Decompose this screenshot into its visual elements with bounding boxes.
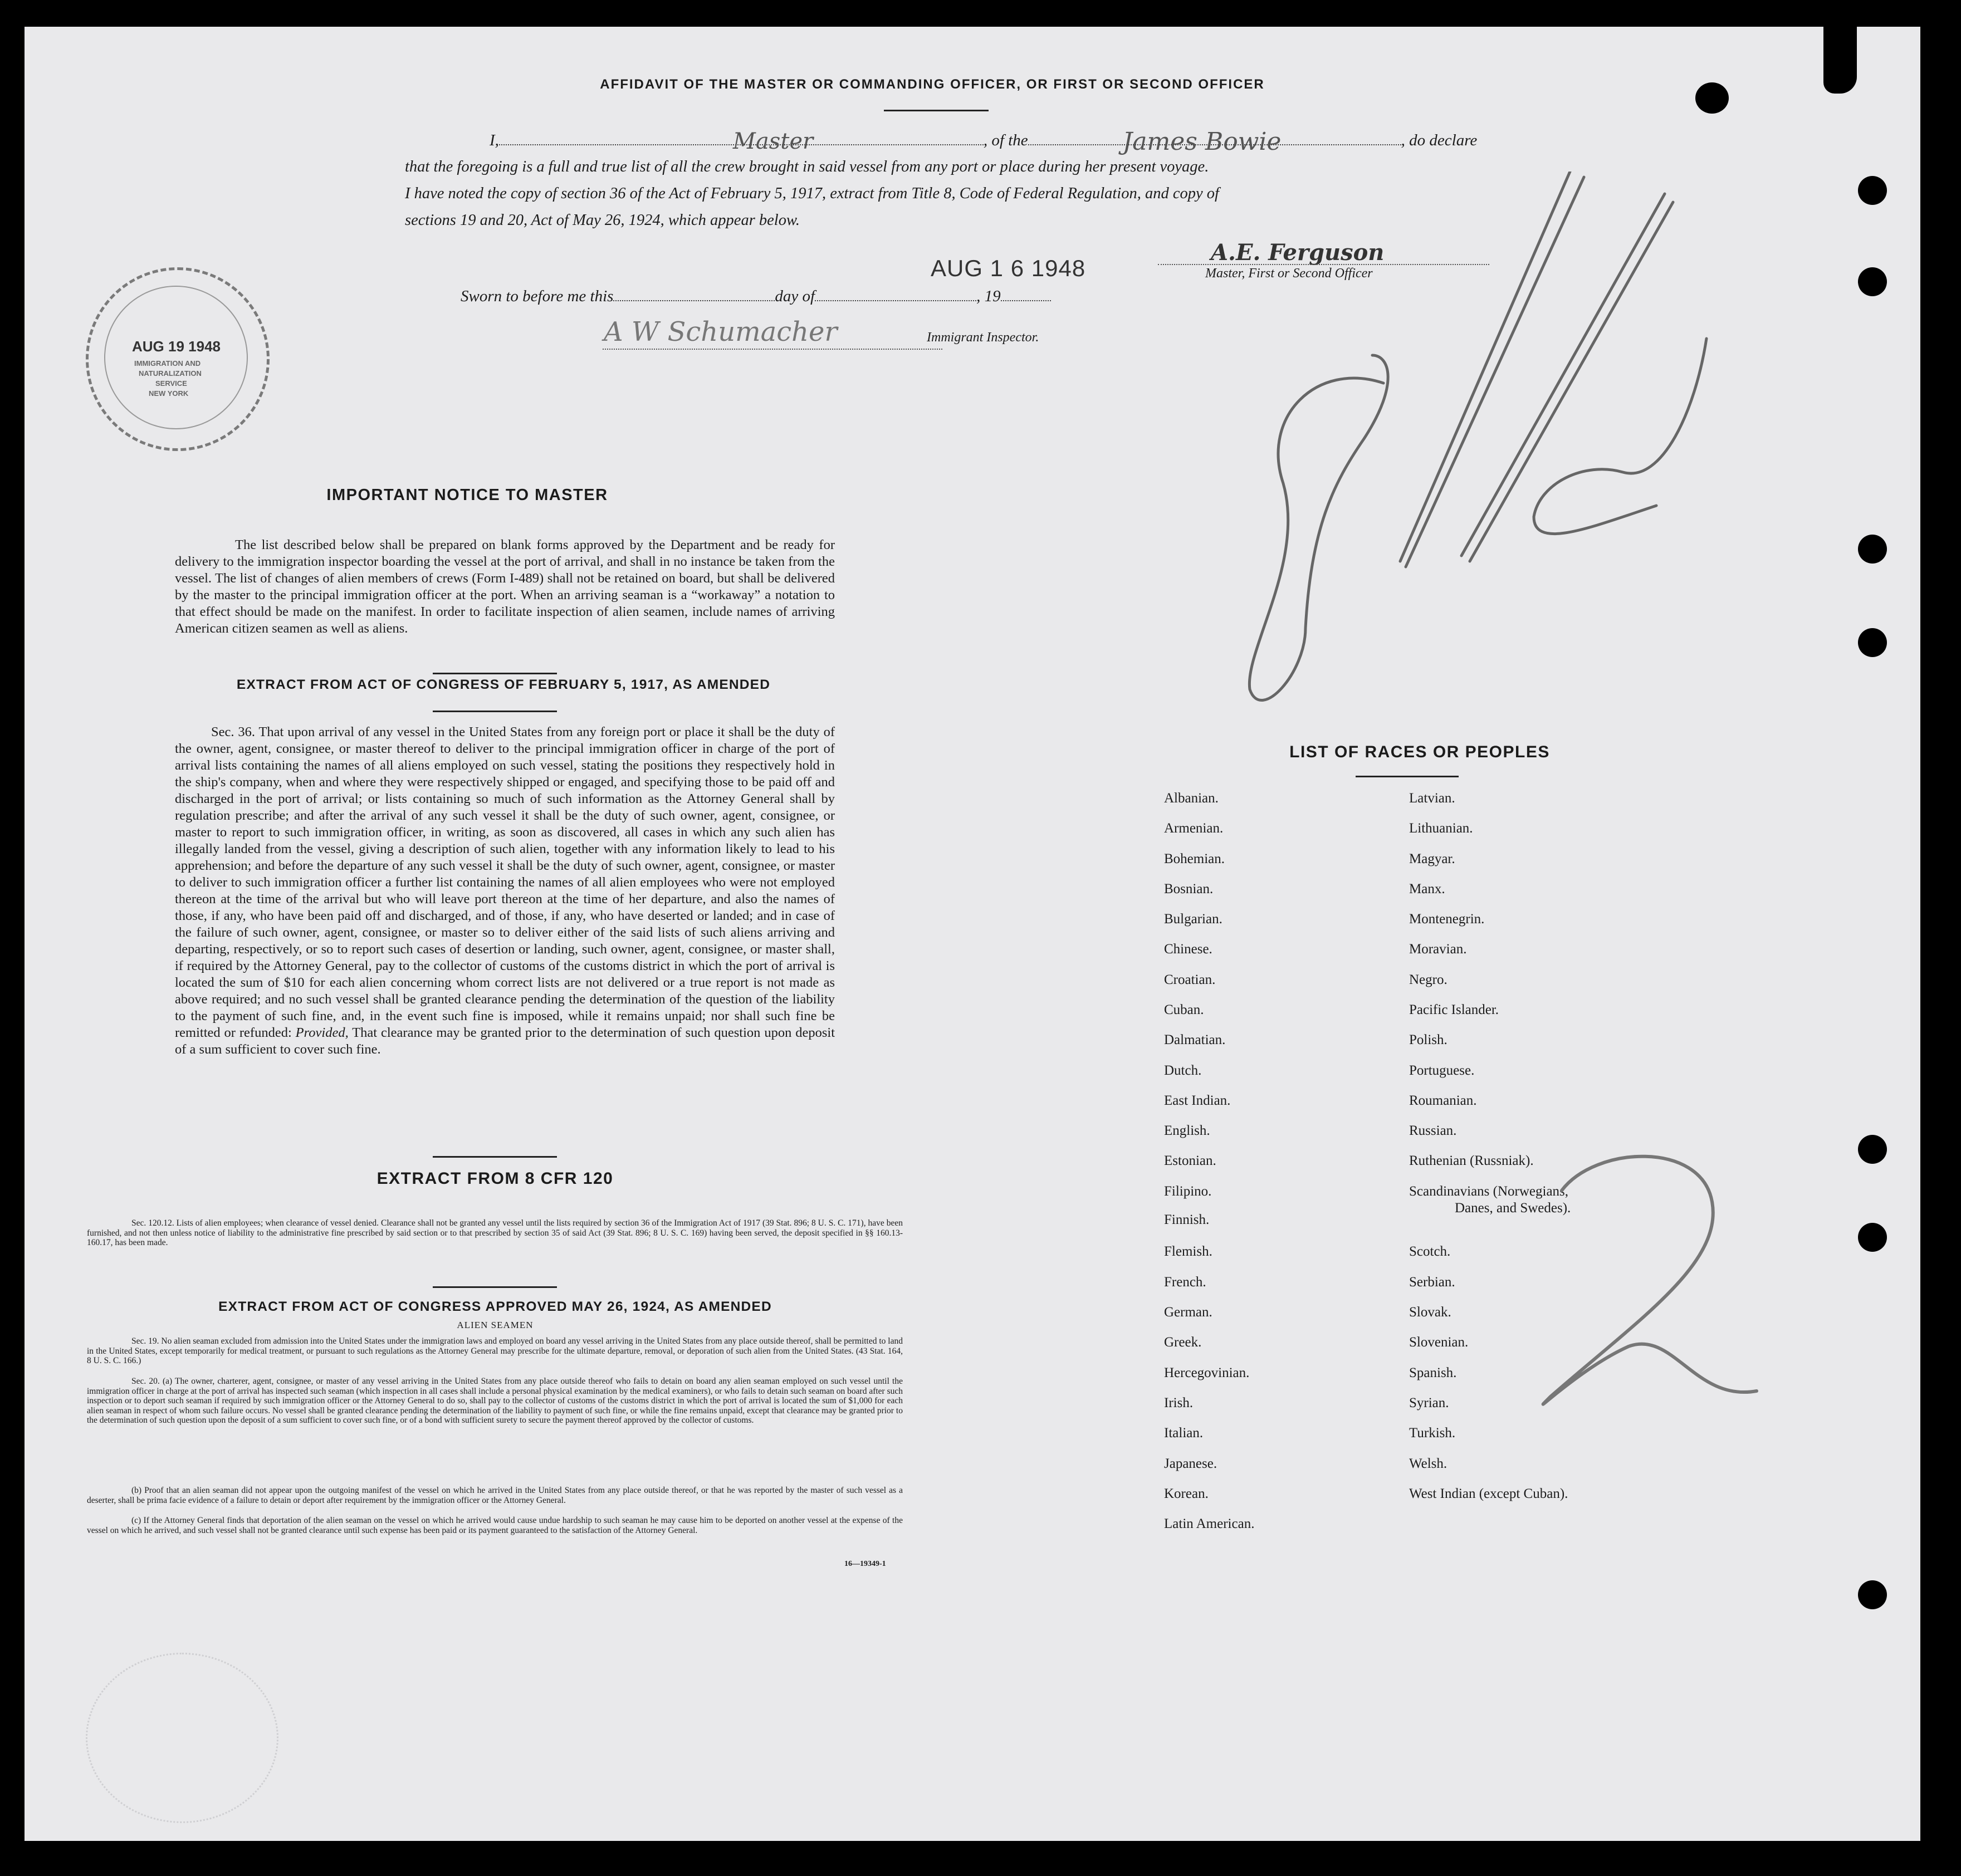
binder-hole xyxy=(1695,82,1729,114)
race-item: Korean. xyxy=(1164,1486,1209,1501)
manifest-page xyxy=(25,27,1920,1841)
race-item: Magyar. xyxy=(1409,851,1455,866)
race-item: Greek. xyxy=(1164,1335,1202,1350)
race-item: Manx. xyxy=(1409,881,1445,897)
race-item: Chinese. xyxy=(1164,942,1212,957)
stamp-date: AUG 19 1948 xyxy=(132,338,221,355)
race-item: Albanian. xyxy=(1164,791,1219,806)
race-item: Syrian. xyxy=(1409,1395,1449,1410)
extract-1917-heading-rule xyxy=(433,711,557,712)
extract-1917-body xyxy=(175,724,835,1058)
race-item: Latvian. xyxy=(1409,791,1455,806)
sec20b-text: (b) Proof that an alien seaman did not appear upon the outgoing manifest of the vessel on which he arrived in the United States from any place outside thereof, or that he was reported by the master of such vessel as a deserter, shall be prima facie evidence of a failure to detain or deport after requirement by the immigration officer or the Attorney General. xyxy=(87,1486,903,1505)
form-number: 16—19349-1 xyxy=(844,1560,886,1568)
affidavit-heading-rule xyxy=(884,110,989,111)
master-title-label: Master, First or Second Officer xyxy=(1205,266,1373,281)
extract-1924-heading: EXTRACT FROM ACT OF CONGRESS APPROVED MAY 26, 1924, AS AMENDED xyxy=(218,1299,772,1314)
race-item: Turkish. xyxy=(1409,1426,1456,1441)
stamp-inner-ring xyxy=(104,286,248,429)
race-item: Scotch. xyxy=(1409,1244,1451,1259)
alien-seamen-subheading: ALIEN SEAMEN xyxy=(457,1320,534,1330)
race-item: Slovenian. xyxy=(1409,1335,1469,1350)
race-item: Montenegrin. xyxy=(1409,912,1485,927)
race-item: Bohemian. xyxy=(1164,851,1225,866)
race-item: English. xyxy=(1164,1123,1210,1138)
race-item: Estonian. xyxy=(1164,1153,1216,1168)
sworn-month-blank xyxy=(815,300,976,301)
binder-hole xyxy=(1858,535,1887,564)
notice-heading: IMPORTANT NOTICE TO MASTER xyxy=(326,486,608,504)
race-item: Portuguese. xyxy=(1409,1063,1475,1078)
day-of-label: day of xyxy=(775,287,815,305)
binder-hole xyxy=(1858,176,1887,205)
year-prefix: , 19 xyxy=(976,287,1001,305)
race-item: Serbian. xyxy=(1409,1275,1455,1290)
binder-hole xyxy=(1858,1580,1887,1609)
race-item: Dalmatian. xyxy=(1164,1032,1226,1047)
binder-hole xyxy=(1858,628,1887,657)
race-item: Welsh. xyxy=(1409,1456,1447,1471)
sec20a-text: Sec. 20. (a) The owner, charterer, agent, consignee, or master of any vessel arriving in the United States from any place outside thereof who fails to detain on board any alien seaman employed on such vessel until the immigration officer in charge at the port of arrival has inspected such seaman (which inspection in all cases shall include a personal physical examination by the medical examiners), or who fails to detain such seaman on board after such inspection or to deport such seaman if required by such immigration officer or the Attorney General to do so, shall pay to the collector of customs of the customs district in which the port of arrival is located the sum of $1,000 for each alien seaman in respect of whom such failure occurs. No vessel shall be granted clearance pending the determination of the liability to payment of such fine, or while the fine remains unpaid, except that clearance may be granted prior to the determination of such question upon the deposit of a sum sufficient to cover such fine, or of a bond with sufficient surety to secure the payment thereof approved by the collector of customs. xyxy=(87,1377,903,1425)
sec19-text: Sec. 19. No alien seaman excluded from admission into the United States under the immigration laws and employed on board any vessel arriving in the United States from any place outside thereof, shall be permitted to land in the United States, except temporarily for medical treatment, or pursuant to such regulations as the Attorney General may prescribe for the ultimate departure, removal, or deporation of such alien from the United States. (43 Stat. 164, 8 U. S. C. 166.) xyxy=(87,1336,903,1365)
do-declare-label: , do declare xyxy=(1401,131,1478,149)
race-item: Bosnian. xyxy=(1164,881,1214,897)
affidavit-heading: AFFIDAVIT OF THE MASTER OR COMMANDING OFFICER, OR FIRST OR SECOND OFFICER xyxy=(600,77,1265,92)
binder-hole xyxy=(1858,267,1887,296)
race-item: West Indian (except Cuban). xyxy=(1409,1486,1568,1501)
section-divider-3 xyxy=(433,1286,557,1288)
race-item: Dutch. xyxy=(1164,1063,1202,1078)
of-the-label: , of the xyxy=(983,131,1028,149)
declaration-line-4: sections 19 and 20, Act of May 26, 1924, which appear below. xyxy=(405,212,800,229)
race-item: Cuban. xyxy=(1164,1002,1204,1017)
sworn-line xyxy=(461,287,1051,306)
cfr-body: Sec. 120.12. Lists of alien employees; when clearance of vessel denied. Clearance shall not be granted any vessel until the lists required by section 36 of the Immigration Act of 1917 (39 Stat. 896; 8 U. S. C. 171), have been furnished, and not then unless notice of liability to the administrative fine prescribed by said section or to that prescribed by section 35 of said Act (39 Stat. 896; 8 U. S. C. 169) having been served, the deposit specified in §§ 160.13-160.17, has been made. xyxy=(87,1218,903,1247)
race-item: East Indian. xyxy=(1164,1093,1231,1108)
sworn-prefix: Sworn to before me this xyxy=(461,287,614,305)
race-item: German. xyxy=(1164,1305,1212,1320)
race-item: Lithuanian. xyxy=(1409,821,1473,836)
race-item: Japanese. xyxy=(1164,1456,1217,1471)
race-item: Moravian. xyxy=(1409,942,1467,957)
race-item: Italian. xyxy=(1164,1426,1204,1441)
race-item: Spanish. xyxy=(1409,1365,1457,1380)
vessel-name-blank xyxy=(1028,128,1401,156)
race-item: Latin American. xyxy=(1164,1516,1255,1531)
section-divider-1 xyxy=(433,673,557,674)
master-signature: A.E. Ferguson xyxy=(1211,239,1385,266)
section-divider-2 xyxy=(433,1156,557,1158)
race-item: Danes, and Swedes). xyxy=(1455,1201,1571,1216)
race-item: Finnish. xyxy=(1164,1212,1210,1227)
provided-label: Provided, xyxy=(295,1025,349,1040)
race-item: Pacific Islander. xyxy=(1409,1002,1499,1017)
race-item: Roumanian. xyxy=(1409,1093,1477,1108)
sworn-year-blank xyxy=(1001,300,1051,301)
race-item: Scandinavians (Norwegians, xyxy=(1409,1184,1569,1199)
declaration-line-3: I have noted the copy of section 36 of the Act of February 5, 1917, extract from Title 8, Code of Federal Regulation, and copy of xyxy=(405,185,1219,202)
sworn-day-blank xyxy=(613,300,775,301)
master-name-blank xyxy=(499,129,984,154)
race-item: Slovak. xyxy=(1409,1305,1451,1320)
race-item: Flemish. xyxy=(1164,1244,1212,1259)
races-heading-rule xyxy=(1356,776,1459,777)
stamp-text-2: NATURALIZATION xyxy=(139,369,202,378)
cfr-heading: EXTRACT FROM 8 CFR 120 xyxy=(376,1169,614,1188)
immigration-round-stamp xyxy=(86,267,270,451)
declaration-line-1 xyxy=(490,128,1478,156)
sec20c-text: (c) If the Attorney General finds that deportation of the alien seaman on the vessel on which he arrived would cause undue hardship to such seaman he may cause him to be deported on another vessel at the expense of the vessel on which he arrived, and such vessel shall not be granted clearance until such expense has been paid or its payment guaranteed to the satisfaction of the Attorney General. xyxy=(87,1516,903,1535)
race-item: Croatian. xyxy=(1164,972,1216,987)
race-item: Russian. xyxy=(1409,1123,1457,1138)
inspector-signature-line xyxy=(603,349,942,350)
inspector-title-label: Immigrant Inspector. xyxy=(927,330,1039,345)
binder-hole xyxy=(1858,1135,1887,1164)
races-heading: LIST OF RACES OR PEOPLES xyxy=(1289,743,1550,761)
race-item: Polish. xyxy=(1409,1032,1447,1047)
race-item: French. xyxy=(1164,1275,1206,1290)
inspector-signature: A W Schumacher xyxy=(604,316,838,347)
stamp-text-3: SERVICE xyxy=(155,379,187,388)
declare-i: I, xyxy=(490,131,499,149)
sec36-text-b: That clearance may be granted prior to the determination of such question upon deposit of a sum sufficient to cover such fine. xyxy=(175,1025,835,1057)
race-item: Negro. xyxy=(1409,972,1447,987)
stamp-text-1: IMMIGRATION AND xyxy=(134,359,201,368)
sheet-number-annotation xyxy=(1517,1135,1784,1424)
race-item: Armenian. xyxy=(1164,821,1224,836)
date-stamp: AUG 1 6 1948 xyxy=(931,255,1086,281)
sec36-text-a: Sec. 36. That upon arrival of any vessel in the United States from any foreign port or place it shall be the duty of the owner, agent, consignee, or master thereof to deliver to the principal immigration officer in charge of the port of arrival lists containing the names of all aliens employed on such vessel, stating the positions they respectively hold in the ship's company, when and where they were respectively shipped or engaged, and specifying those to be paid off and discharged in the port of arrival; or lists containing so much of such information as the Attorney General shall by regulation prescribe; and after the arrival of any such vessel it shall be the duty of such owner, agent, consignee, or master to report to such immigration officer, in writing, as soon as discovered, all cases in which any such alien has illegally landed from the vessel, giving a description of such alien, together with any information likely to lead to his apprehension; and before the departure of any such vessel it shall be the duty of such owner, agent, consignee, or master to deliver to such immigration officer a further list containing the names of all alien employees who were not employed thereon at the time of the arrival but who will leave port thereon at the time of her departure, and also the names of those, if any, who have been paid off and discharged, and of those, if any, who have deserted or landed; and in case of the failure of such owner, agent, consignee, or master so to deliver either of the said lists of such aliens arriving and departing, respectively, or so to report such cases of desertion or landing, such owner, agent, consignee, or master shall, if required by the Attorney General, pay to the collector of customs of the customs district in which the port of arrival is located the sum of $10 for each alien concerning whom correct lists are not delivered or a true report is not made as above required; and no such vessel shall be granted clearance pending the determination of the question of the liability to the payment of such fine, and, in the event such fine is imposed, while it remains unpaid; nor shall such fine be remitted or refunded: xyxy=(175,724,835,1040)
notice-body: The list described below shall be prepared on blank forms approved by the Department and be ready for delivery to the immigration inspector boarding the vessel at the port of arrival, and shall in no instance be taken from the vessel. The list of changes of alien members of crews (Form I-489) shall not be retained on board, but shall be delivered by the master to the principal immigration officer at the port. When an arriving seaman is a “workaway” a notation to that effect should be made on the manifest. In order to facilitate inspection of alien seamen, include names of arriving American citizen seamen as well as aliens. xyxy=(175,537,835,636)
race-item: Filipino. xyxy=(1164,1184,1212,1199)
master-name-handwriting: Master xyxy=(732,129,814,154)
torn-corner-mark xyxy=(1823,27,1857,94)
page-number-annotation xyxy=(1222,172,1779,728)
race-item: Ruthenian (Russniak). xyxy=(1409,1153,1534,1168)
race-item: Bulgarian. xyxy=(1164,912,1222,927)
declaration-line-2: that the foregoing is a full and true list of all the crew brought in said vessel from any port or place during her present voyage. xyxy=(405,158,1209,175)
race-item: Hercegovinian. xyxy=(1164,1365,1250,1380)
binder-hole xyxy=(1858,1223,1887,1252)
extract-1917-heading: EXTRACT FROM ACT OF CONGRESS OF FEBRUARY 5, 1917, AS AMENDED xyxy=(236,677,771,692)
stamp-text-4: NEW YORK xyxy=(149,389,189,398)
vessel-name-handwriting: James Bowie xyxy=(1122,128,1282,156)
race-item: Irish. xyxy=(1164,1395,1194,1410)
embossed-seal xyxy=(86,1653,278,1823)
